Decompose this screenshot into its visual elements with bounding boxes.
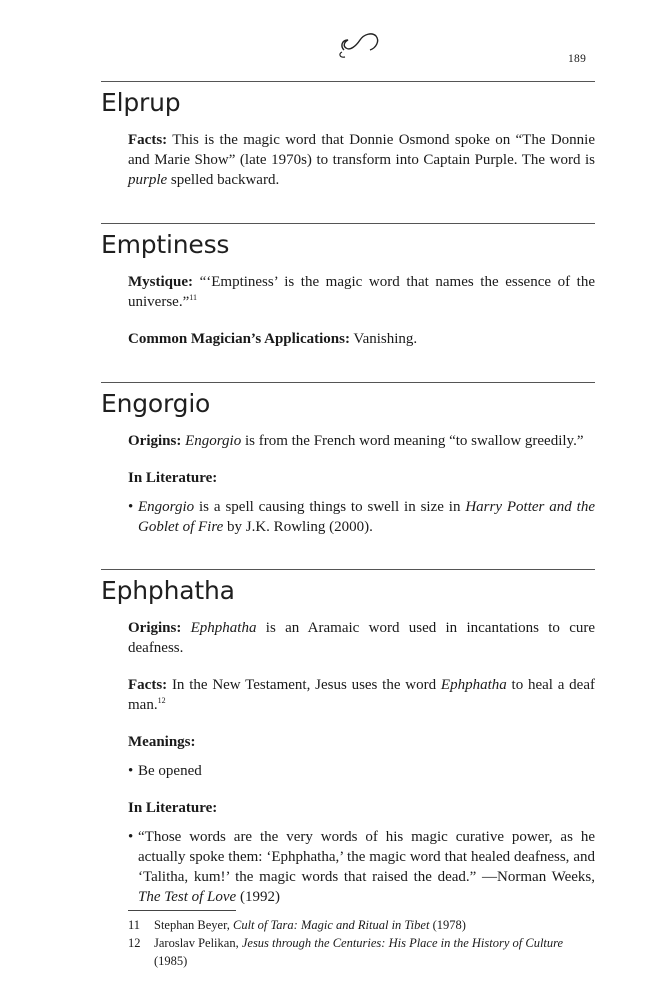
applications-paragraph [128,329,595,349]
entry-elprup [101,81,595,207]
italic-word: purple [128,172,168,188]
quote-text [138,827,595,907]
book-title: The Test of Love [138,889,237,905]
footnote-item [128,916,598,934]
footnote-title: Jesus through the Centuries: His Place in the History of Culture [241,936,564,950]
entry-emptiness [101,223,595,366]
origins-text: is from the French word meaning “to swallow greedily.” [241,433,584,449]
entry-body [128,431,595,537]
mystique-label: Mystique: [128,274,193,290]
facts-text: This is the magic word that Donnie Osmond spoke on “The Donnie and Marie Show” (late 1970s) to transform into Captain Purple. The word is [128,132,595,168]
entry-body [128,618,595,907]
bullet-icon: • [128,499,134,515]
meanings-label: Meanings: [128,734,196,750]
facts-paragraph [128,130,595,190]
section-rule [101,569,595,570]
italic-word: Ephphatha [190,620,257,636]
footnote-author: Jaroslav Pelikan, [154,936,242,950]
facts-text: In the New Testament, Jesus uses the word [167,677,441,693]
quote-year: (1992) [236,889,280,905]
origins-paragraph [128,618,595,658]
facts-label: Facts: [128,132,168,148]
flourish-ornament-icon [330,28,386,62]
italic-word: Engorgio [138,499,195,515]
bullet-text [138,497,595,537]
origins-label: Origins: [128,620,182,636]
literature-label: In Literature: [128,800,218,816]
page-number: 189 [568,53,587,65]
footnote-ref: 12 [157,696,166,705]
meaning-text: Be opened [138,763,202,779]
section-rule [101,382,595,383]
bullet-text-part: is a spell causing things to swell in size in [194,499,466,515]
footnote-number: 12 [128,936,141,950]
footnote-ref: 11 [189,293,197,302]
footnotes [128,916,598,970]
footnote-year: (1978) [429,918,466,932]
entry-body [128,130,595,190]
origins-text: is an Aramaic word used in incantations to cure deafness. [128,620,596,656]
entry-title: Ephphatha [101,576,235,605]
bullet-icon: • [128,763,134,779]
origins-label: Origins: [128,433,182,449]
bullet-text-end: by J.K. Rowling (2000). [223,519,373,535]
applications-text: Vanishing. [349,331,418,347]
literature-label: In Literature: [128,470,218,486]
entry-engorgio [101,382,595,554]
italic-word: Ephphatha [440,677,507,693]
footnote-title: Cult of Tara: Magic and Ritual in Tibet [233,918,430,932]
section-rule [101,223,595,224]
mystique-text: “‘Emptiness’ is the magic word that names the essence of the universe.” [128,274,595,310]
applications-label: Common Magician’s Applications: [128,331,350,347]
section-rule [101,81,595,82]
list-item [128,761,595,781]
entry-body [128,272,595,349]
footnote-text [154,916,466,934]
footnote-author: Stephan Beyer, [154,918,233,932]
footnote-text [154,934,598,970]
italic-word: Engorgio [185,433,242,449]
entry-title: Emptiness [101,230,230,259]
list-item [128,497,595,537]
footnote-year: (1985) [154,954,188,968]
facts-label: Facts: [128,677,168,693]
list-item [128,827,595,907]
facts-paragraph [128,675,595,715]
bullet-icon: • [128,829,134,845]
facts-text-end: spelled backward. [167,172,280,188]
entry-ephphatha [101,569,595,924]
entry-title: Elprup [101,88,181,117]
mystique-paragraph [128,272,595,312]
origins-paragraph [128,431,595,451]
quote-body: “Those words are the very words of his magic curative power, as he actually spoke them: ‘Ephphatha,’ the magic word that healed deafness, and ‘Talitha, kum!’ the magic words that raised the dead.” —Norman Weeks, [138,829,595,885]
entry-title: Engorgio [101,389,211,418]
footnote-item [128,934,598,970]
footnote-number: 11 [128,918,141,932]
facts-text-end: to heal a deaf man. [128,677,595,713]
book-title: Harry Potter and the Goblet of Fire [138,499,595,535]
footnote-rule [128,910,236,911]
